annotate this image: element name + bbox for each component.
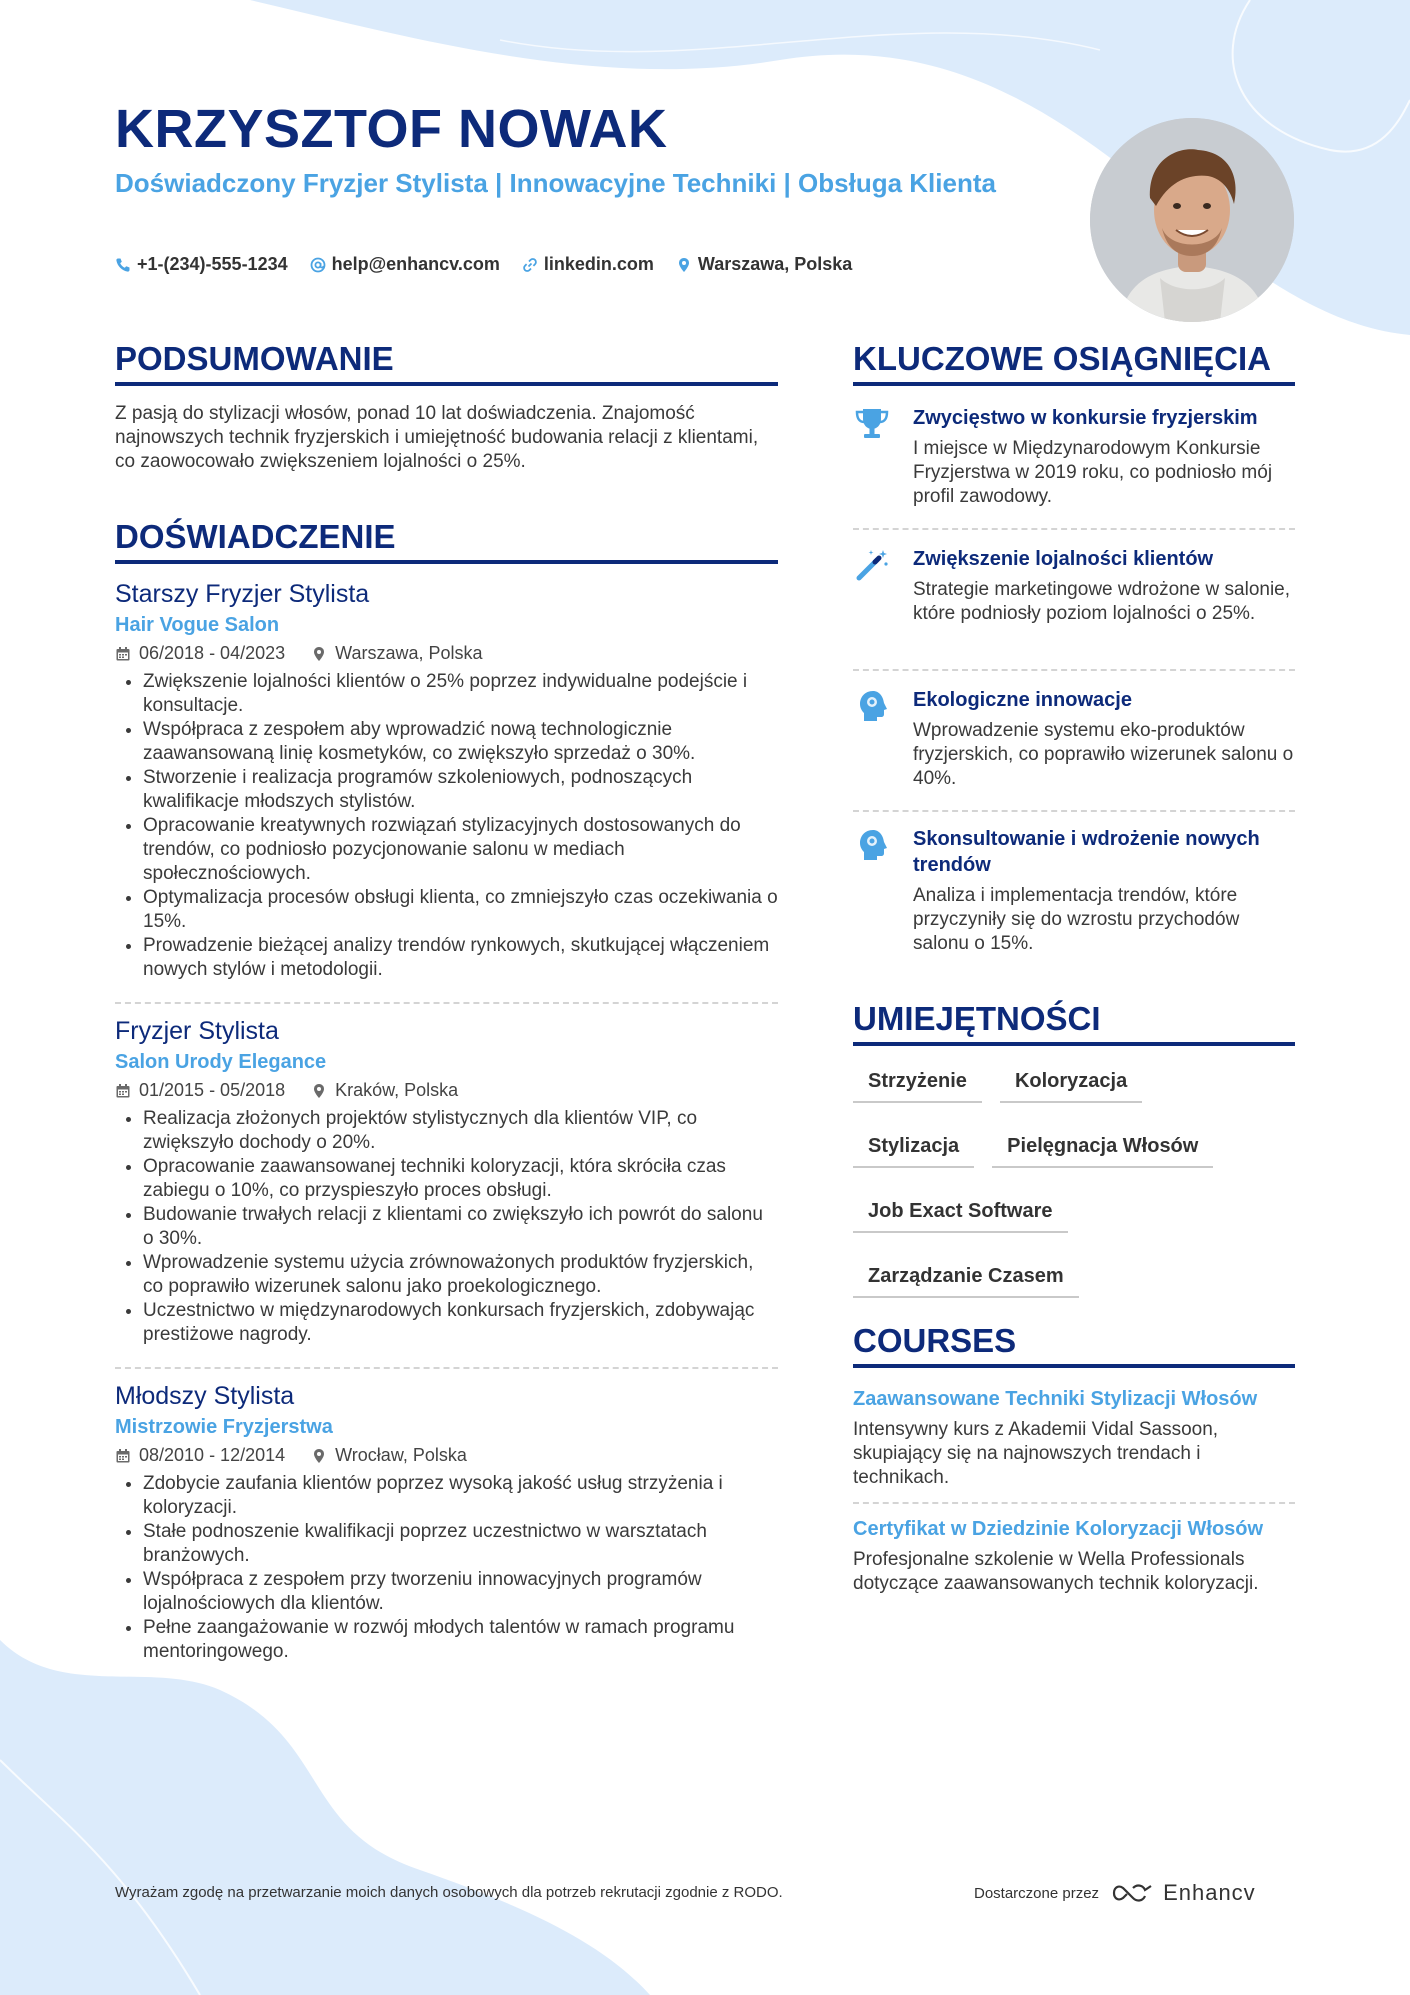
skill-tag: Job Exact Software — [853, 1194, 1068, 1233]
course-item — [853, 1516, 1295, 1596]
skill-tag: Stylizacja — [853, 1129, 974, 1168]
skill-tag: Zarządzanie Czasem — [853, 1259, 1079, 1298]
course-item — [853, 1386, 1295, 1490]
contact-location — [676, 254, 852, 275]
email-text: help@enhancv.com — [331, 254, 500, 274]
contact-linkedin[interactable] — [522, 254, 654, 275]
job-dates: 01/2015 - 05/2018 — [139, 1080, 286, 1100]
job-title: Fryzjer Stylista — [115, 1017, 279, 1045]
skills-section-title: UMIEJĘTNOŚCI — [853, 1000, 1295, 1046]
list-item: • Wprowadzenie systemu użycia zrównoważonych produktów fryzjerskich, co poprawiło wizerunek salonu jako proekologicznego. — [143, 1251, 778, 1299]
list-item: • Realizacja złożonych projektów stylistycznych dla klientów VIP, co zwiększyło dochody o 20%. — [143, 1107, 778, 1155]
job-dates: 06/2018 - 04/2023 — [139, 643, 286, 663]
summary-text: Z pasją do stylizacji włosów, ponad 10 lat doświadczenia. Znajomość najnowszych technik fryzjerskich i umiejętność budowania relacji z klientami, co zaowocowało zwiększeniem lojalności o 25%. — [115, 403, 759, 472]
list-item: • Pełne zaangażowanie w rozwój młodych talentów w ramach programu mentoringowego. — [143, 1616, 778, 1664]
list-item: • Budowanie trwałych relacji z klientami co zwiększyło ich powrót do salonu o 30%. — [143, 1203, 778, 1251]
job-company: Mistrzowie Fryzjerstwa — [115, 1416, 333, 1438]
job-title: Starszy Fryzjer Stylista — [115, 580, 370, 608]
skill-tag: Koloryzacja — [1000, 1064, 1142, 1103]
list-item: • Uczestnictwo w międzynarodowych konkursach fryzjerskich, zdobywając prestiżowe nagrody. — [143, 1299, 778, 1347]
achievement-title: Skonsultowanie i wdrożenie nowych trendów — [913, 828, 1260, 876]
contact-bar — [115, 254, 852, 275]
courses-section-title: COURSES — [853, 1322, 1295, 1368]
course-desc: Intensywny kurs z Akademii Vidal Sassoon, skupiający się na najnowszych trendach i technikach. — [853, 1419, 1219, 1488]
profile-photo — [1090, 118, 1294, 322]
job-location: Kraków, Polska — [335, 1080, 459, 1100]
experience-entry — [115, 578, 778, 982]
calendar-icon — [115, 1448, 131, 1464]
experience-entry — [115, 1015, 778, 1347]
summary-section-title: PODSUMOWANIE — [115, 340, 778, 386]
phone-icon — [115, 257, 131, 273]
job-bullets — [115, 670, 778, 982]
head-idea-icon — [853, 687, 891, 725]
list-item: • Współpraca z zespołem przy tworzeniu innowacyjnych programów lojalnościowych dla klientów. — [143, 1568, 778, 1616]
course-title: Zaawansowane Techniki Stylizacji Włosów — [853, 1388, 1258, 1410]
linkedin-text: linkedin.com — [543, 254, 654, 274]
divider — [115, 1002, 778, 1004]
achievement-item — [853, 687, 1295, 791]
skills-list — [853, 1064, 1295, 1324]
link-icon — [522, 257, 538, 273]
divider — [115, 1367, 778, 1369]
achievement-desc: Wprowadzenie systemu eko-produktów fryzjerskich, co poprawiło wizerunek salonu o 40%. — [913, 720, 1294, 789]
job-meta — [115, 1080, 778, 1101]
job-dates: 08/2010 - 12/2014 — [139, 1445, 286, 1465]
list-item: • Prowadzenie bieżącej analizy trendów rynkowych, skutkującej włączeniem nowych stylów i metodologii. — [143, 934, 778, 982]
divider — [853, 528, 1295, 530]
achievement-item — [853, 405, 1295, 509]
list-item: • Zwiększenie lojalności klientów o 25% poprzez indywidualne podejście i konsultacje. — [143, 670, 778, 718]
list-item: • Stałe podnoszenie kwalifikacji poprzez uczestnictwo w warsztatach branżowych. — [143, 1520, 778, 1568]
skill-tag: Strzyżenie — [853, 1064, 982, 1103]
brand-name: Enhancv — [1163, 1880, 1256, 1905]
achievement-title: Zwiększenie lojalności klientów — [913, 548, 1214, 570]
location-pin-icon — [311, 646, 327, 662]
brand-logo[interactable] — [1111, 1880, 1256, 1906]
location-text: Warszawa, Polska — [697, 254, 853, 274]
experience-section-title: DOŚWIADCZENIE — [115, 518, 778, 564]
achievement-title: Zwycięstwo w konkursie fryzjerskim — [913, 407, 1258, 429]
contact-email[interactable] — [310, 254, 500, 275]
location-pin-icon — [311, 1448, 327, 1464]
course-desc: Profesjonalne szkolenie w Wella Professionals dotyczące zaawansowanych technik koloryzacji. — [853, 1549, 1259, 1594]
enhancv-logo-icon — [1111, 1882, 1155, 1904]
phone-text: +1-(234)-555-1234 — [137, 254, 288, 274]
skill-tag: Pielęgnacja Włosów — [992, 1129, 1213, 1168]
experience-entry — [115, 1380, 778, 1664]
job-location: Wrocław, Polska — [335, 1445, 467, 1465]
location-pin-icon — [311, 1083, 327, 1099]
calendar-icon — [115, 646, 131, 662]
course-title: Certyfikat w Dziedzinie Koloryzacji Włosów — [853, 1518, 1264, 1540]
list-item: • Zdobycie zaufania klientów poprzez wysoką jakość usług strzyżenia i koloryzacji. — [143, 1472, 778, 1520]
contact-phone[interactable] — [115, 254, 288, 275]
candidate-name: KRZYSZTOF NOWAK — [115, 99, 668, 159]
achievement-desc: Strategie marketingowe wdrożone w salonie, które podniosły poziom lojalności o 25%. — [913, 579, 1291, 624]
divider — [853, 810, 1295, 812]
achievement-desc: Analiza i implementacja trendów, które przyczyniły się do wzrostu przychodów salonu o 15%. — [913, 885, 1240, 954]
trophy-icon — [853, 405, 891, 443]
head-idea-icon — [853, 826, 891, 864]
achievement-item — [853, 546, 1295, 626]
magic-wand-icon — [853, 546, 891, 584]
job-company: Hair Vogue Salon — [115, 614, 280, 636]
job-bullets — [115, 1472, 778, 1664]
achievement-title: Ekologiczne innowacje — [913, 689, 1132, 711]
job-company: Salon Urody Elegance — [115, 1051, 327, 1073]
list-item: • Stworzenie i realizacja programów szkoleniowych, podnoszących kwalifikacje młodszych stylistów. — [143, 766, 778, 814]
job-location: Warszawa, Polska — [335, 643, 483, 663]
divider — [853, 669, 1295, 671]
job-bullets — [115, 1107, 778, 1347]
headline: Doświadczony Fryzjer Stylista | Innowacyjne Techniki | Obsługa Klienta — [115, 168, 996, 198]
achievements-section-title: KLUCZOWE OSIĄGNIĘCIA — [853, 340, 1295, 386]
achievement-item — [853, 826, 1295, 956]
divider — [853, 1502, 1295, 1504]
job-meta — [115, 643, 778, 664]
powered-by-label: Dostarczone przez — [974, 1884, 1100, 1902]
job-meta — [115, 1445, 778, 1466]
achievement-desc: I miejsce w Międzynarodowym Konkursie Fryzjerstwa w 2019 roku, co podniosło mój profil zawodowy. — [913, 438, 1273, 507]
gdpr-consent: Wyrażam zgodę na przetwarzanie moich danych osobowych dla potrzeb rekrutacji zgodnie z RODO. — [115, 1884, 783, 1901]
calendar-icon — [115, 1083, 131, 1099]
list-item: • Opracowanie kreatywnych rozwiązań stylizacyjnych dostosowanych do trendów, co podniosło pozycjonowanie salonu w mediach społecznościowych. — [143, 814, 778, 886]
powered-by — [974, 1880, 1256, 1906]
job-title: Młodszy Stylista — [115, 1382, 295, 1410]
at-icon — [310, 257, 326, 273]
list-item: • Współpraca z zespołem aby wprowadzić nową technologicznie zaawansowaną linię kosmetyków, co zwiększyło sprzedaż o 30%. — [143, 718, 778, 766]
list-item: • Opracowanie zaawansowanej techniki koloryzacji, która skróciła czas zabiegu o 10%, co przyspieszyło proces obsługi. — [143, 1155, 778, 1203]
location-pin-icon — [676, 257, 692, 273]
list-item: • Optymalizacja procesów obsługi klienta, co zmniejszyło czas oczekiwania o 15%. — [143, 886, 778, 934]
